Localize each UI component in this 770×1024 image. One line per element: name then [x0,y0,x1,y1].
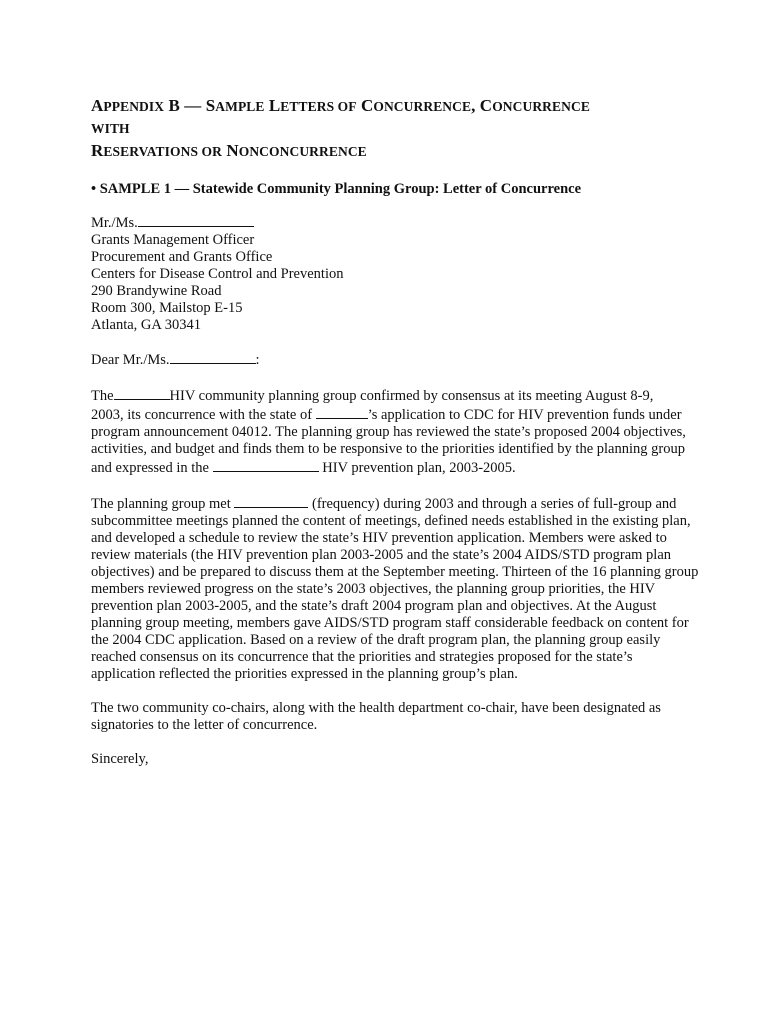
appendix-heading [91,95,706,163]
address-line: 290 Brandywine Road [91,283,222,299]
paragraph-line: The planning group met (frequency) during 2003 and through a series of full-group and [91,496,677,512]
paragraph-1 [91,386,706,477]
frequency-blank [234,494,308,508]
state-blank [316,405,368,419]
sample-title: • SAMPLE 1 — Statewide Community Planning Group: Letter of Concurrence [91,181,582,197]
address-name-line: Mr./Ms. [91,213,706,232]
paragraph-3 [91,700,706,734]
address-line: Atlanta, GA 30341 [91,317,201,333]
heading-line-1: APPENDIX B — SAMPLE LETTERS OF CONCURRENCE, CONCURRENCE [91,96,590,115]
salutation: Dear Mr./Ms. : [91,352,260,368]
paragraph-line: The HIV community planning group confirmed by consensus at its meeting August 8-9, [91,388,654,404]
paragraph-line: signatories to the letter of concurrence. [91,717,318,733]
paragraph-line: application reflected the priorities expressed in the planning group’s plan. [91,666,518,682]
paragraph-line: and expressed in the HIV prevention plan, 2003-2005. [91,460,516,476]
closing: Sincerely, [91,751,149,767]
paragraph-line: the 2004 CDC application. Based on a review of the draft program plan, the planning group easily [91,632,661,648]
plan-blank [213,458,319,472]
paragraph-line: planning group meeting, members gave AIDS/STD program staff considerable feedback on content for [91,615,689,631]
paragraph-line: review materials (the HIV prevention plan 2003-2005 and the state’s 2004 AIDS/STD program plan [91,547,672,563]
address-line: Centers for Disease Control and Prevention [91,266,344,282]
paragraph-line: subcommittee meetings planned the content of meetings, defined needs established in the existing plan, [91,513,691,529]
paragraph-2 [91,494,706,683]
name-blank [138,213,254,227]
paragraph-line: and developed a schedule to review the state’s HIV prevention application. Members were asked to [91,530,667,546]
salutation-blank [170,350,256,364]
document-page [91,95,706,768]
paragraph-line: members reviewed progress on the state’s 2003 objectives, the planning group priorities, the HIV [91,581,656,597]
address-line: Grants Management Officer [91,232,255,248]
address-line: Procurement and Grants Office [91,249,273,265]
paragraph-line: prevention plan 2003-2005, and the state’s draft 2004 program plan and objectives. At the August [91,598,657,614]
paragraph-line: program announcement 04012. The planning group has reviewed the state’s proposed 2004 objectives, [91,424,686,440]
recipient-address [91,213,706,334]
paragraph-line: The two community co-chairs, along with the health department co-chair, have been designated as [91,700,661,716]
paragraph-line: reached consensus on its concurrence that the priorities and strategies proposed for the state’s [91,649,633,665]
paragraph-line: objectives) and be prepared to discuss them at the September meeting. Thirteen of the 16 planning group [91,564,699,580]
paragraph-line: 2003, its concurrence with the state of ’s application to CDC for HIV prevention funds under [91,407,682,423]
paragraph-line: activities, and budget and finds them to be responsive to the priorities identified by the planning group [91,441,685,457]
group-blank [114,386,170,400]
heading-line-2: WITH [91,121,130,136]
address-line: Room 300, Mailstop E-15 [91,300,243,316]
heading-line-3: RESERVATIONS OR NONCONCURRENCE [91,141,367,160]
